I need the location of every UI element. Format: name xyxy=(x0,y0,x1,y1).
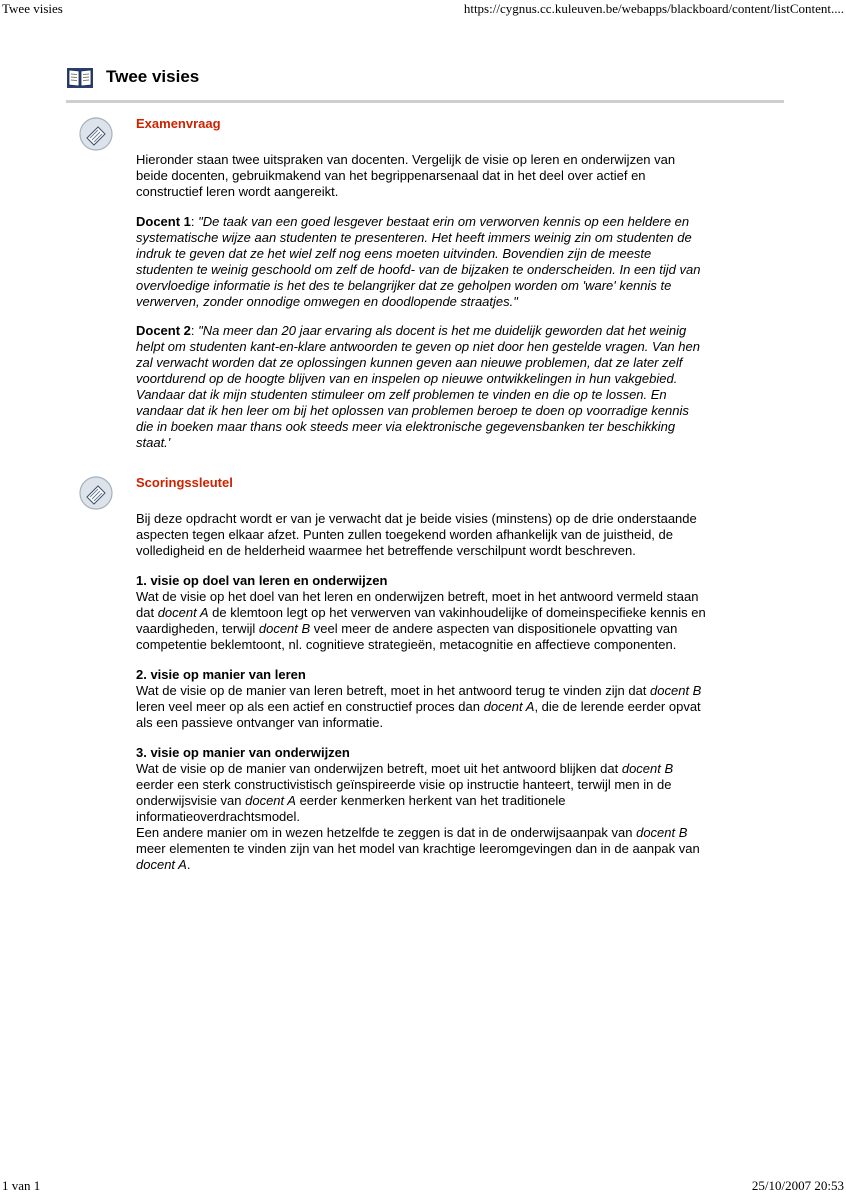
page-title: Twee visies xyxy=(106,67,200,86)
section-3-em: docent A xyxy=(136,857,187,872)
section-1-text: de klemtoon legt op het verwerven van vakinhoudelijke of domeinspecifieke kennis en vaardigheden, terwijl xyxy=(136,605,706,636)
section-2-text: Wat de visie op de manier van leren betreft, moet in het antwoord terug te vinden zijn dat xyxy=(136,683,651,698)
section-3-text: eerder een sterk constructivistisch geïnspireerde visie op instructie hanteert, terwijl men in de onderwijsvisie van xyxy=(136,777,672,808)
section-3-em: docent B xyxy=(621,761,674,776)
section-2-text: , die de lerende eerder opvat als een passieve ontvanger van informatie. xyxy=(136,699,701,730)
examenvraag-intro: Hieronder staan twee uitspraken van docenten. Vergelijk de visie op leren en onderwijzen van beide docenten, gebruikmakend van het begrippenarsenaal dat in het deel over actief en constructief leren wordt aangereikt. xyxy=(136,152,676,199)
section-2-heading: 2. visie op manier van leren xyxy=(136,667,306,682)
section-3 xyxy=(136,745,708,873)
scoringssleutel-intro: Bij deze opdracht wordt er van je verwacht dat je beide visies (minstens) op de drie onderstaande aspecten tegen elkaar afzet. Punten zullen toegekend worden afhankelijk van de juistheid, de volledigheid en de helderheid waarmee het betreffende verschilpunt wordt beschreven. xyxy=(136,511,697,558)
docent2-paragraph: Docent 2: "Na meer dan 20 jaar ervaring als docent is het me duidelijk geworden dat het weinig helpt om studenten kant-en-klare antwoorden te geven op niet door hen gestelde vragen. Van hen zal verwacht worden dat ze oplossingen kunnen geven aan nieuwe problemen, dat ze later zelf voortdurend op de hoogte blijven van en inspelen op nieuwe ontwikkelingen in hun vakgebied. Vandaar dat ik mijn studenten stimuleer om zelf problemen te vinden en die op te lossen. En vandaar dat ik hen leer om bij het oplossen van problemen beroep te doen op voorradige kennis die in boeken maar thans ook steeds meer via elektronische gegevensbanken ter beschikking staat.' xyxy=(136,323,700,450)
page-title-row xyxy=(66,64,784,103)
document-item-icon xyxy=(78,475,114,511)
docent1-quote: "De taak van een goed lesgever bestaat erin om verworven kennis op een heldere en systematische wijze aan studenten te presenteren. Het heeft immers weinig zin om studenten de indruk te geven dat ze het wiel zelf nog eens moeten uitvinden. Bovendien zijn de meeste studenten te weinig geschoold om zelf de hoofd- van de bijzaken te onderscheiden. In een tijd van overvloedige informatie is het des te belangrijker dat ze geholpen worden om 'ware' kennis te verwerven, zonder onnodige omwegen en doodlopende straatjes." xyxy=(136,214,701,309)
section-3-em: docent B xyxy=(636,825,688,840)
section-2-text: leren veel meer op als een actief en constructief proces dan xyxy=(136,699,484,714)
section-3-em: docent A xyxy=(245,793,296,808)
print-footer xyxy=(0,1177,846,1195)
print-header-title: Twee visies xyxy=(2,1,63,16)
section-2 xyxy=(136,667,708,731)
section-3-text: Wat de visie op de manier van onderwijzen betreft, moet uit het antwoord blijken dat xyxy=(136,761,622,776)
docent1-paragraph: Docent 1: "De taak van een goed lesgever bestaat erin om verworven kennis op een heldere en systematische wijze aan studenten te presenteren. Het heeft immers weinig zin om studenten de indruk te geven dat ze het wiel zelf nog eens moeten uitvinden. Bovendien zijn de meeste studenten te weinig geschoold om zelf de hoofd- van de bijzaken te onderscheiden. In een tijd van overvloedige informatie is het des te belangrijker dat ze geholpen worden om 'ware' kennis te verwerven, zonder onnodige omwegen en doodlopende straatjes." xyxy=(136,214,701,309)
docent2-quote: "Na meer dan 20 jaar ervaring als docent is het me duidelijk geworden dat het weinig helpt om studenten kant-en-klare antwoorden te geven op niet door hen gestelde vragen. Van hen zal verwacht worden dat ze oplossingen kunnen geven aan nieuwe problemen, dat ze later zelf voortdurend op de hoogte blijven van en inspelen op nieuwe ontwikkelingen in hun vakgebied. Vandaar dat ik mijn studenten stimuleer om zelf problemen te vinden en die op te lossen. En vandaar dat ik hen leer om bij het oplossen van problemen beroep te doen op voorradige kennis die in boeken maar thans ook steeds meer via elektronische gegevensbanken ter beschikking staat.' xyxy=(136,323,700,450)
section-2-em: docent B xyxy=(650,683,702,698)
print-footer-page: 1 van 1 xyxy=(2,1178,41,1193)
docent1-label: Docent 1 xyxy=(136,214,191,229)
section-3-text: eerder kenmerken herkent van het traditionele informatieoverdrachtsmodel. xyxy=(136,793,566,824)
section-2-em: docent A xyxy=(483,699,535,714)
section-3-heading: 3. visie op manier van onderwijzen xyxy=(136,745,350,760)
print-header xyxy=(0,0,846,18)
section-1-text: Wat de visie op het doel van het leren en onderwijzen betreft, moet in het antwoord vermeld staan dat xyxy=(136,589,699,620)
section-1-em: docent B xyxy=(258,621,311,636)
book-icon xyxy=(66,66,94,90)
section-3-text: meer elementen te vinden zijn van het model van krachtige leeromgevingen dan in de aanpak van xyxy=(136,841,700,856)
section-1 xyxy=(136,573,708,653)
document-item-icon xyxy=(78,116,114,152)
section-1-text: veel meer de andere aspecten van dispositionele opvatting van competentie beklemtoont, nl. cognitieve strategieën, metacognitie en affectieve componenten. xyxy=(136,621,678,652)
scoringssleutel-title: Scoringssleutel xyxy=(136,475,233,490)
print-header-url: https://cygnus.cc.kuleuven.be/webapps/blackboard/content/listContent.... xyxy=(463,1,844,16)
docent2-label: Docent 2 xyxy=(136,323,191,338)
section-1-em: docent A xyxy=(157,605,209,620)
section-3-text: Een andere manier om in wezen hetzelfde te zeggen is dat in de onderwijsaanpak van xyxy=(136,825,637,840)
examenvraag-title: Examenvraag xyxy=(136,116,221,131)
section-1-heading: 1. visie op doel van leren en onderwijzen xyxy=(136,573,388,588)
section-3-text: . xyxy=(186,857,191,872)
print-footer-datetime: 25/10/2007 20:53 xyxy=(751,1178,844,1193)
